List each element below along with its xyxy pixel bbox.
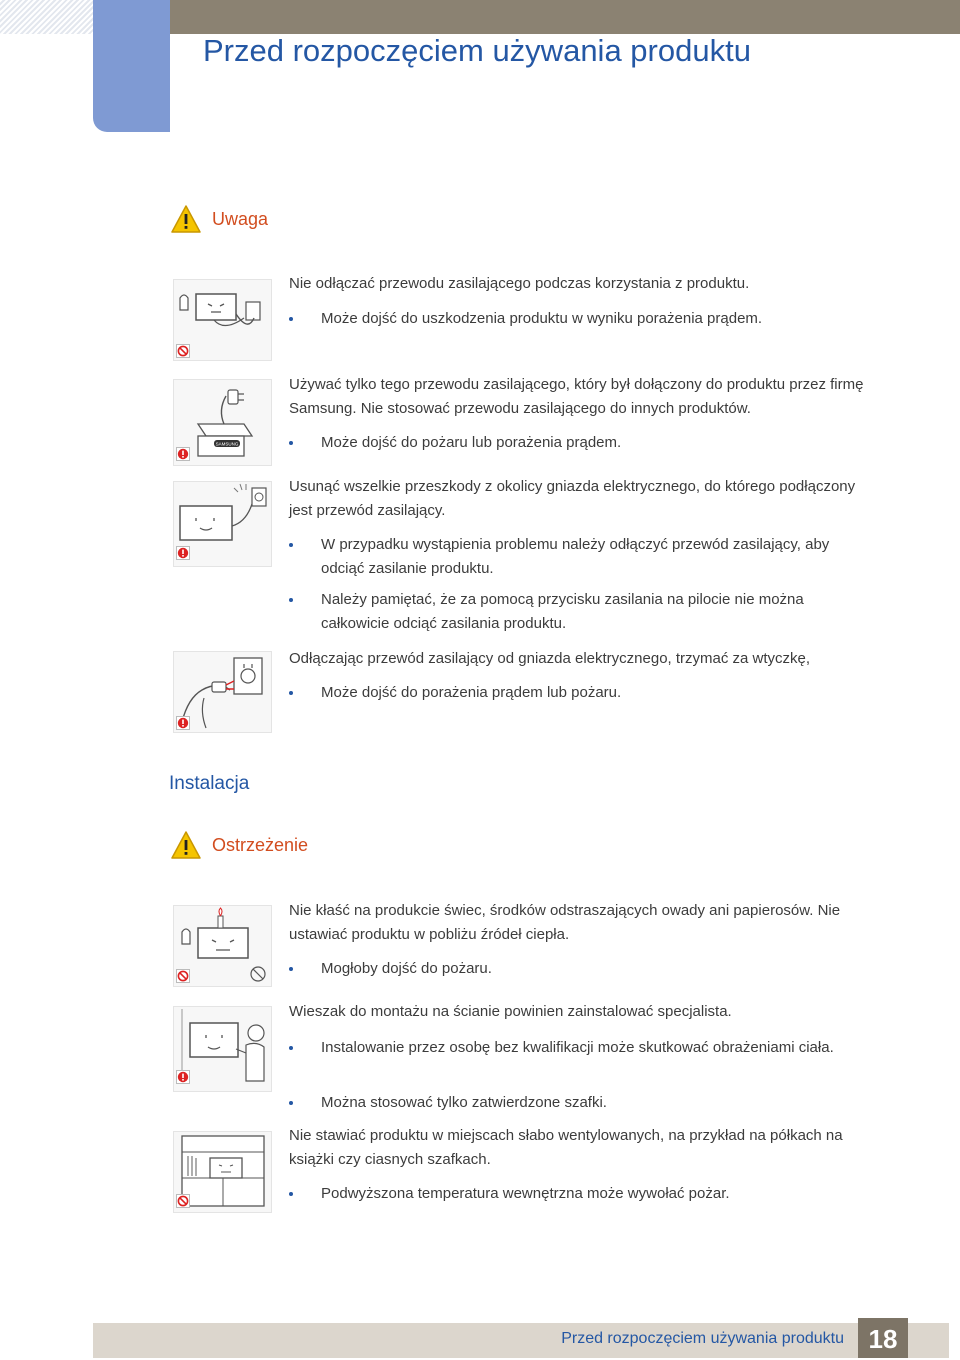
bullet-item: Instalowanie przez osobę bez kwalifikacji może skutkować obrażeniami ciała. <box>289 1036 856 1060</box>
item-text: Nie odłączać przewodu zasilającego podczas korzystania z produktu. <box>289 275 750 292</box>
bullet-item: Podwyższona temperatura wewnętrzna może wywołać pożar. <box>289 1182 856 1206</box>
prohibition-icon <box>176 1194 190 1208</box>
exclamation-icon <box>176 716 190 730</box>
samsung-logo-text: SAMSUNG <box>215 441 239 447</box>
chapter-tab <box>93 0 170 132</box>
item-text: Nie kłaść na produkcie świec, środków odstraszających owady ani papierosów. Nie ustawiać produktu w pobliżu źródeł ciepła. <box>289 902 841 943</box>
bullet-item: Można stosować tylko zatwierdzone szafki. <box>289 1091 856 1115</box>
item-text: Używać tylko tego przewodu zasilającego, który był dołączony do produktu przez firmę Samsung. Nie stosować przewodu zasilającego do innych produktów. <box>289 376 864 417</box>
bullet-item: Mogłoby dojść do pożaru. <box>289 957 856 981</box>
footer-title: Przed rozpoczęciem używania produktu <box>561 1330 844 1347</box>
page-title: Przed rozpoczęciem używania produktu <box>203 33 751 68</box>
exclamation-icon <box>176 447 190 461</box>
exclamation-icon <box>176 1070 190 1084</box>
caution-label: Uwaga <box>212 208 269 229</box>
warning-triangle-icon <box>170 830 202 860</box>
prohibition-icon <box>176 344 190 358</box>
top-hatch-decoration <box>0 0 93 34</box>
warning-triangle-icon <box>170 204 202 234</box>
bullet-item: Może dojść do uszkodzenia produktu w wyniku porażenia prądem. <box>289 307 856 331</box>
item-text: Wieszak do montażu na ścianie powinien zainstalować specjalista. <box>289 1003 732 1020</box>
bullet-item: W przypadku wystąpienia problemu należy odłączyć przewód zasilający, aby odciąć zasilanie produktu. <box>289 533 856 580</box>
caution-heading <box>170 204 268 234</box>
page-number: 18 <box>858 1318 908 1358</box>
item-text: Usunąć wszelkie przeszkody z okolicy gniazda elektrycznego, do którego podłączony jest przewód zasilający. <box>289 478 856 519</box>
bullet-item: Może dojść do porażenia prądem lub pożaru. <box>289 681 856 705</box>
section-title-installation: Instalacja <box>169 773 250 794</box>
warning-heading <box>170 830 308 860</box>
warning-label: Ostrzeżenie <box>212 834 309 855</box>
item-text: Odłączając przewód zasilający od gniazda elektrycznego, trzymać za wtyczkę, <box>289 650 811 667</box>
prohibition-icon <box>176 969 190 983</box>
bullet-item: Należy pamiętać, że za pomocą przycisku zasilania na pilocie nie można całkowicie odciąć zasilania produktu. <box>289 588 856 635</box>
bullet-item: Może dojść do pożaru lub porażenia prądem. <box>289 431 856 455</box>
exclamation-icon <box>176 546 190 560</box>
item-text: Nie stawiać produktu w miejscach słabo wentylowanych, na przykład na półkach na książki czy ciasnych szafkach. <box>289 1127 843 1168</box>
